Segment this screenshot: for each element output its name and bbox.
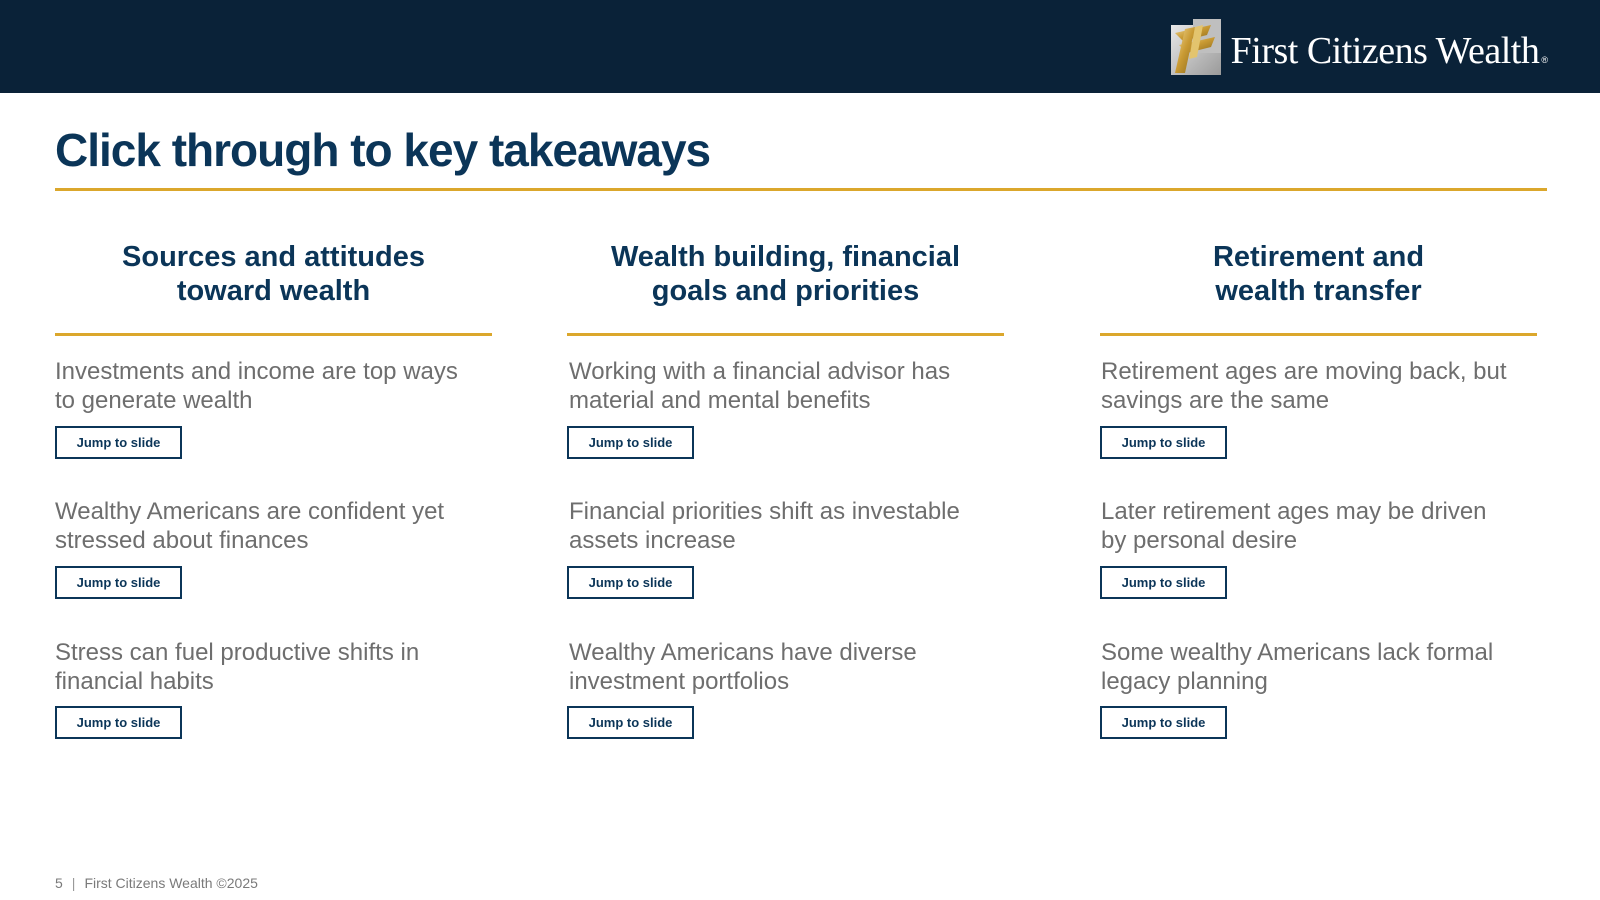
takeaway-text bbox=[1100, 357, 1537, 415]
jump-to-slide-button[interactable]: Jump to slide bbox=[567, 566, 694, 599]
takeaway-line2: legacy planning bbox=[1101, 668, 1268, 695]
takeaway-item bbox=[55, 357, 492, 450]
brand-logo[interactable] bbox=[1171, 17, 1548, 77]
column-heading bbox=[1100, 236, 1537, 330]
takeaway-line2: stressed about finances bbox=[55, 527, 309, 554]
takeaway-text bbox=[55, 638, 492, 696]
takeaway-item bbox=[1100, 357, 1537, 450]
jump-to-slide-button[interactable]: Jump to slide bbox=[567, 706, 694, 739]
takeaway-line1: Wealthy Americans are confident yet bbox=[55, 498, 445, 525]
page-number: 5 bbox=[55, 875, 63, 891]
takeaway-line1: Retirement ages are moving back, but bbox=[1101, 358, 1507, 385]
column-wealth-building bbox=[567, 236, 1004, 730]
takeaway-item bbox=[567, 357, 1004, 450]
takeaway-item bbox=[567, 638, 1004, 730]
jump-to-slide-button[interactable]: Jump to slide bbox=[55, 426, 182, 459]
column-heading-line2: goals and priorities bbox=[651, 275, 920, 307]
takeaway-line1: Later retirement ages may be driven bbox=[1101, 498, 1487, 525]
header-bar bbox=[0, 0, 1600, 93]
jump-to-slide-button[interactable]: Jump to slide bbox=[55, 566, 182, 599]
takeaway-item bbox=[1100, 638, 1537, 730]
column-heading-line1: Retirement and bbox=[1212, 241, 1425, 273]
takeaway-line1: Working with a financial advisor has bbox=[569, 358, 951, 385]
takeaway-line2: material and mental benefits bbox=[569, 387, 871, 414]
takeaway-line1: Financial priorities shift as investable bbox=[569, 498, 960, 525]
takeaway-item bbox=[567, 497, 1004, 590]
column-heading bbox=[55, 236, 492, 330]
takeaway-line1: Investments and income are top ways bbox=[55, 358, 458, 385]
takeaway-text bbox=[567, 497, 1004, 555]
column-retirement-transfer bbox=[1100, 236, 1537, 730]
page-title: Click through to key takeaways bbox=[55, 124, 711, 176]
column-divider bbox=[567, 333, 1004, 336]
jump-to-slide-button[interactable]: Jump to slide bbox=[55, 706, 182, 739]
column-sources-attitudes bbox=[55, 236, 492, 730]
takeaway-line2: by personal desire bbox=[1101, 527, 1298, 554]
column-divider bbox=[1100, 333, 1537, 336]
jump-to-slide-button[interactable]: Jump to slide bbox=[1100, 706, 1227, 739]
column-heading bbox=[567, 236, 1004, 330]
footer-separator: | bbox=[71, 875, 76, 891]
takeaway-text bbox=[1100, 497, 1537, 555]
column-divider bbox=[55, 333, 492, 336]
takeaway-text bbox=[55, 497, 492, 555]
brand-name: First Citizens Wealth bbox=[1230, 30, 1540, 72]
takeaway-text bbox=[1100, 638, 1537, 696]
takeaway-line2: to generate wealth bbox=[55, 387, 253, 414]
takeaway-text bbox=[567, 638, 1004, 696]
title-divider bbox=[55, 188, 1547, 191]
takeaway-line2: investment portfolios bbox=[569, 668, 790, 695]
jump-to-slide-button[interactable]: Jump to slide bbox=[1100, 566, 1227, 599]
jump-to-slide-button[interactable]: Jump to slide bbox=[1100, 426, 1227, 459]
jump-to-slide-button[interactable]: Jump to slide bbox=[567, 426, 694, 459]
takeaway-text bbox=[567, 357, 1004, 415]
first-citizens-logo-icon bbox=[1171, 19, 1223, 75]
takeaway-line2: savings are the same bbox=[1101, 387, 1330, 414]
column-heading-line1: Sources and attitudes bbox=[122, 241, 425, 273]
footer-copyright: First Citizens Wealth ©2025 bbox=[84, 875, 258, 891]
registered-mark: ® bbox=[1541, 55, 1548, 65]
column-heading-line2: wealth transfer bbox=[1215, 275, 1422, 307]
takeaway-text bbox=[55, 357, 492, 415]
takeaway-line2: assets increase bbox=[569, 527, 736, 554]
takeaway-line1: Wealthy Americans have diverse bbox=[569, 639, 917, 666]
takeaway-line1: Stress can fuel productive shifts in bbox=[55, 639, 420, 666]
column-heading-line2: toward wealth bbox=[176, 275, 371, 307]
takeaway-item bbox=[55, 638, 492, 730]
takeaway-line1: Some wealthy Americans lack formal bbox=[1101, 639, 1494, 666]
takeaway-line2: financial habits bbox=[55, 668, 214, 695]
footer bbox=[55, 875, 258, 891]
takeaway-item bbox=[1100, 497, 1537, 590]
takeaway-item bbox=[55, 497, 492, 590]
column-heading-line1: Wealth building, financial bbox=[610, 241, 961, 273]
